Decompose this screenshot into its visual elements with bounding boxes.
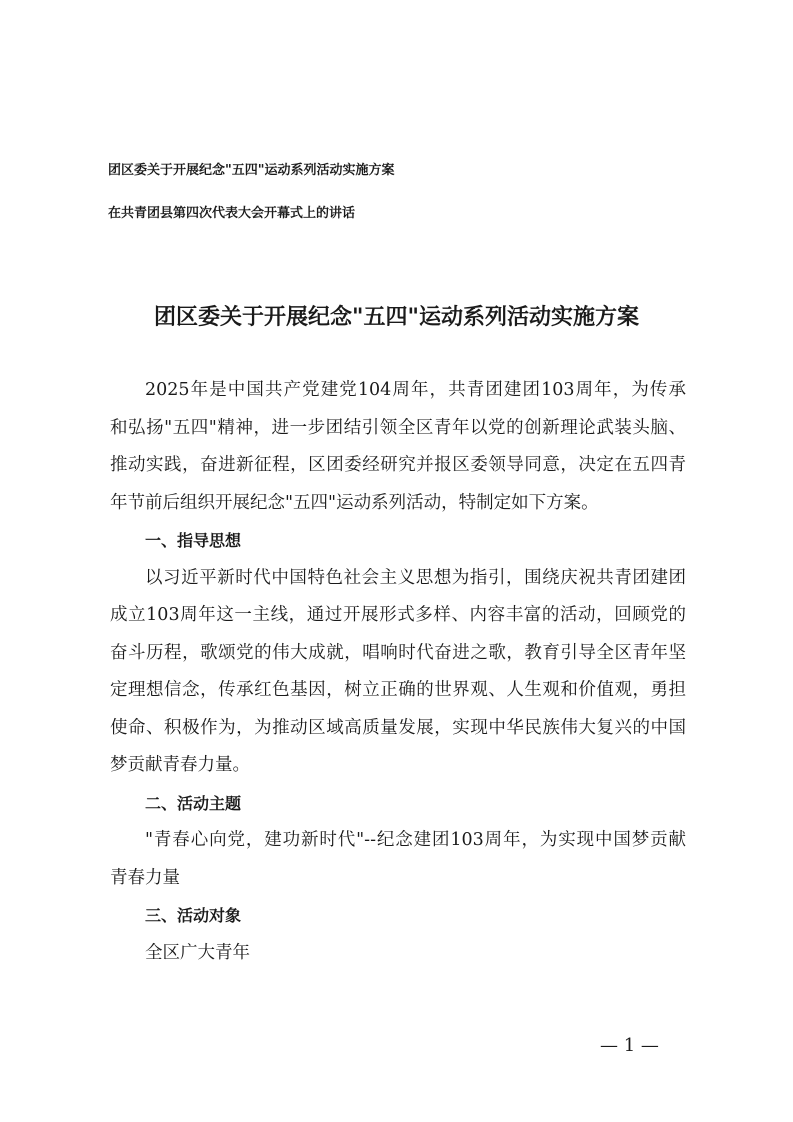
document-title: 团区委关于开展纪念"五四"运动系列活动实施方案 (154, 305, 639, 330)
paragraph-line: 2025年是中国共产党建党104周年，共青团建团103周年，为传承 (145, 380, 686, 400)
section-heading: 二、活动主题 (145, 793, 242, 813)
section-heading: 一、指导思想 (145, 531, 242, 550)
paragraph-line: 梦贡献青春力量。 (110, 755, 250, 775)
page-number: — 1 — (600, 1035, 659, 1056)
paragraph-line: 青春力量 (110, 867, 180, 888)
paragraph-line: 成立103周年这一主线，通过开展形式多样、内容丰富的活动，回顾党的 (110, 605, 686, 625)
toc-link-plan[interactable]: 团区委关于开展纪念"五四"运动系列活动实施方案 (108, 163, 395, 178)
paragraph-line: 全区广大青年 (145, 942, 250, 963)
paragraph-line: 奋斗历程，歌颂党的伟大成就，唱响时代奋进之歌，教育引导全区青年坚 (110, 642, 686, 663)
paragraph-line: 推动实践，奋进新征程，区团委经研究并报区委领导同意，决定在五四青 (110, 455, 686, 475)
document-body (110, 372, 686, 972)
paragraph-line: 使命、积极作为，为推动区域高质量发展，实现中华民族伟大复兴的中国 (110, 717, 686, 738)
paragraph-line: "青春心向党，建功新时代"--纪念建团103周年，为实现中国梦贡献 (145, 830, 686, 850)
paragraph-line: 以习近平新时代中国特色社会主义思想为指引，围绕庆祝共青团建团 (145, 567, 686, 588)
paragraph-line: 和弘扬"五四"精神，进一步团结引领全区青年以党的创新理论武装头脑、 (110, 417, 686, 438)
paragraph-line: 年节前后组织开展纪念"五四"运动系列活动，特制定如下方案。 (110, 492, 599, 513)
paragraph-line: 定理想信念，传承红色基因，树立正确的世界观、人生观和价值观，勇担 (110, 680, 686, 700)
toc-link-speech[interactable]: 在共青团县第四次代表大会开幕式上的讲话 (108, 206, 356, 221)
section-heading: 三、活动对象 (145, 906, 242, 925)
